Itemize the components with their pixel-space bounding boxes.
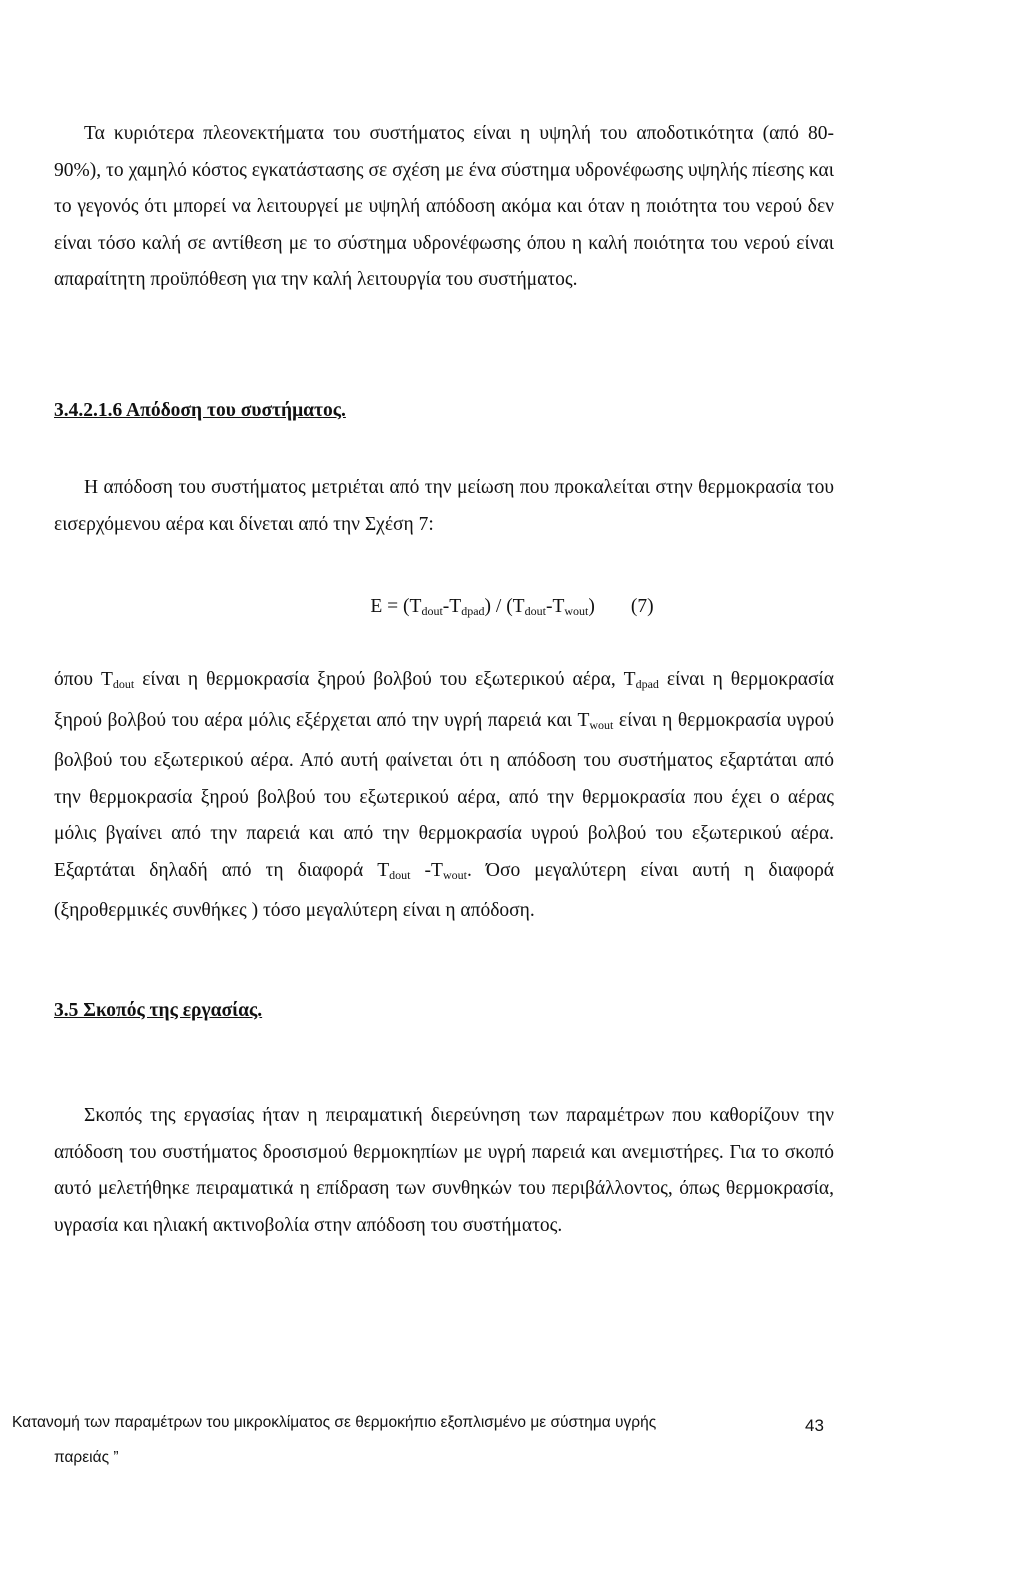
formula-part: ) [588, 596, 595, 617]
subscript: wout [442, 867, 467, 882]
section-heading-purpose: 3.5 Σκοπός της εργασίας. [54, 1000, 263, 1021]
formula-subscript: dpad [461, 604, 485, 618]
formula-part: -T [545, 596, 565, 617]
paragraph-advantages: Τα κυριότερα πλεονεκτήματα του συστήματος είναι η υψηλή του αποδοτικότητα (από 80- 90%), το χαμηλό κόστος εγκατάστασης σε σχέση με ένα σύστημα υδρονέφωσης υψηλής πίεσης και το γεγονός ότι μπορεί να λειτουργεί με υψηλή απόδοση ακόμα και όταν η ποιότητα του νερού δεν είναι τόσο καλή σε αντίθεση με το σύστημα υδρονέφωσης όπου η καλή ποιότητα του νερού είναι απαραίτητη προϋπόθεση για την καλή λειτουργία του συστήματος. [54, 123, 834, 290]
footer-title-line2: παρειάς ” [54, 1449, 119, 1466]
formula-part: -T [442, 596, 462, 617]
section-heading-performance: 3.4.2.1.6 Απόδοση του συστήματος. [54, 400, 346, 421]
paragraph-variable-definitions [54, 662, 834, 930]
formula-subscript: wout [564, 604, 589, 618]
text-run: όπου T [54, 669, 113, 690]
text-run: είναι η θερμοκρασία ξηρού βολβού του εξωτερικού αέρα, T [134, 669, 636, 690]
formula-subscript: dout [524, 604, 546, 618]
subscript: dpad [635, 677, 659, 691]
efficiency-formula [0, 596, 1024, 619]
paragraph-performance-intro: Η απόδοση του συστήματος μετριέται από την μείωση που προκαλείται στην θερμοκρασία του εισερχόμενου αέρα και δίνεται από την Σχέση 7: [54, 477, 834, 535]
formula-part: ) / (T [484, 596, 525, 617]
equation-number: (7) [630, 596, 654, 617]
subscript: dout [389, 867, 411, 882]
page-number: 43 [805, 1416, 824, 1435]
subscript: wout [589, 717, 614, 732]
text-run: είναι η θερμοκρασία ξηρού βολβού του αέρα μόλις εξέρχεται από την υγρή παρειά και T [54, 669, 834, 731]
text-run: . Όσο μεγαλύτερη είναι αυτή η διαφορά (ξηροθερμικές συνθήκες ) τόσο μεγαλύτερη είναι η απόδοση. [54, 859, 835, 921]
text-run: -T [410, 859, 443, 881]
formula-part: E = (T [370, 596, 422, 617]
footer-title-line1: Κατανομή των παραμέτρων του μικροκλίματος σε θερμοκήπιο εξοπλισμένο με σύστημα υγρής [12, 1414, 657, 1431]
formula-subscript: dout [421, 604, 443, 618]
paragraph-purpose: Σκοπός της εργασίας ήταν η πειραματική διερεύνηση των παραμέτρων που καθορίζουν την απόδοση του συστήματος δροσισμού θερμοκηπίων με υγρή παρειά και ανεμιστήρες. Για το σκοπό αυτό μελετήθηκε πειραματικά η επίδραση των συνθηκών του περιβάλλοντος, όπως θερμοκρασία, υγρασία και ηλιακή ακτινοβολία στην απόδοση του συστήματος. [54, 1105, 834, 1236]
subscript: dout [112, 677, 135, 691]
text-run: είναι η θερμοκρασία υγρού βολβού του εξωτερικού αέρα. Από αυτή φαίνεται ότι η απόδοση του συστήματος εξαρτάται από την θερμοκρασία ξηρού βολβού του εξωτερικού αέρα, από την θερμοκρασία που έχει ο αέρας μόλις βγαίνει από την παρειά και από την θερμοκρασία υγρού βολβού του εξωτερικού αέρα. Εξαρτάται δηλαδή από τη διαφορά T [54, 709, 834, 881]
